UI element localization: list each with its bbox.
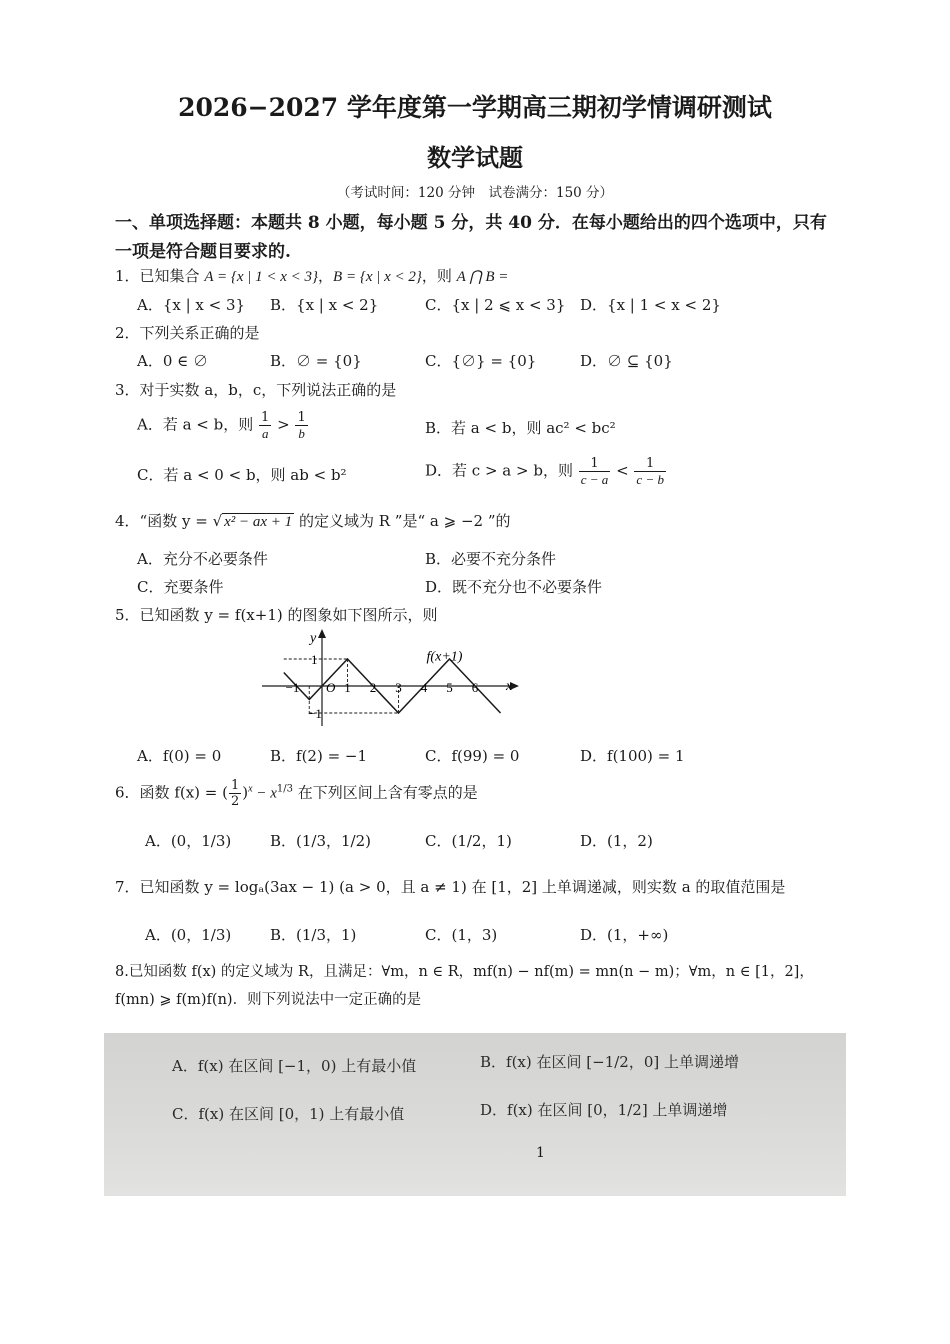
q5-graph <box>258 626 520 730</box>
sqrt-symbol: √ <box>212 512 223 530</box>
fraction: $\frac{1}{2}$ <box>231 778 240 809</box>
q6-option-c: C．(1/2，1) <box>425 832 512 850</box>
q5-option-d: D．f(100) = 1 <box>580 747 685 765</box>
q8-stem-line1: 8.已知函数 f(x) 的定义域为 R，且满足：∀m，n ∈ R，mf(n) − nf(m) = mn(n − m)；∀m，n ∈ [1，2]， <box>115 964 814 980</box>
q1-stem: 1．已知集合 A = {x | 1 < x < 3}，B = {x | x < 2}，则 A ⋂ B = <box>115 267 509 285</box>
q8-option-c: C．f(x) 在区间 [0，1) 上有最小值 <box>172 1105 405 1123</box>
fraction: $\frac{1}{b}$ <box>297 410 306 441</box>
y-tick-label: −1 <box>308 706 322 721</box>
exam-subtitle: 数学试题 <box>427 143 523 172</box>
q4-option-b: B．必要不充分条件 <box>425 550 557 568</box>
q8-option-a: A．f(x) 在区间 [−1，0) 上有最小值 <box>172 1057 417 1075</box>
q7-number: 7． <box>115 878 140 896</box>
x-tick-label: 1 <box>344 680 351 695</box>
q7-option-c: C．(1，3) <box>425 926 498 944</box>
q4-stem: 4．“函数 y = √ x² − ax + 1 的定义域为 R ”是“ a ⩾ −2 ”的 <box>115 512 511 530</box>
q3-number: 3． <box>115 381 140 399</box>
q7-option-d: D．(1，+∞) <box>580 926 669 944</box>
q2-number: 2． <box>115 324 140 342</box>
curve-label: f(x+1) <box>426 649 463 665</box>
q6-option-a: A．(0，1/3) <box>145 832 232 850</box>
x-tick-label: 4 <box>420 680 428 695</box>
q4-option-a: A．充分不必要条件 <box>137 550 268 568</box>
photographed-section <box>104 1033 846 1196</box>
q4-option-d: D．既不充分也不必要条件 <box>425 578 603 596</box>
q1-option-b: B．{x | x < 2} <box>270 296 379 314</box>
exam-info: （考试时间：120 分钟 试卷满分：150 分） <box>336 185 614 201</box>
q3-stem: 3．对于实数 a，b，c，下列说法正确的是 <box>115 381 397 399</box>
q1-option-c: C．{x | 2 ⩽ x < 3} <box>425 296 566 314</box>
q4-option-c: C．充要条件 <box>137 578 224 596</box>
page-number: 1 <box>536 1145 545 1161</box>
graph-axes <box>262 629 519 726</box>
q8-stem-line2: f(mn) ⩾ f(m)f(n)．则下列说法中一定正确的是 <box>115 992 422 1008</box>
q6-option-b: B．(1/3，1/2) <box>270 832 372 850</box>
q4-number: 4． <box>115 512 140 530</box>
fraction: $\frac{1}{c - a}$ <box>580 456 609 487</box>
q1-option-d: D．{x | 1 < x < 2} <box>580 296 721 314</box>
q2-stem: 2．下列关系正确的是 <box>115 324 260 342</box>
q8-option-b: B．f(x) 在区间 [−1/2，0] 上单调递增 <box>480 1053 740 1071</box>
x-tick-label: 2 <box>369 680 377 695</box>
q1-option-a: A．{x | x < 3} <box>137 296 246 314</box>
q8-option-d: D．f(x) 在区间 [0，1/2] 上单调递增 <box>480 1101 728 1119</box>
q3-option-c: C．若 a < 0 < b，则 ab < b² <box>137 466 347 484</box>
q6-option-d: D．(1，2) <box>580 832 653 850</box>
fraction: $\frac{1}{a}$ <box>261 410 270 441</box>
y-axis-label: y <box>310 631 317 646</box>
q6-stem: 6．函数 f(x) = ( $\frac{1}{2}$ )$^x - x^{1/3}$ 在下列区间上含有零点的是 <box>115 778 478 809</box>
exam-title: 2026−2027 学年度第一学期高三期初学情调研测试 <box>178 93 772 122</box>
q6-number: 6． <box>115 783 140 802</box>
q3-option-a: A．若 a < b，则 $\frac{1}{a}$ > $\frac{1}{b}$ <box>137 410 306 441</box>
q5-stem: 5．已知函数 y = f(x+1) 的图象如下图所示，则 <box>115 606 438 624</box>
q5-number: 5． <box>115 606 140 624</box>
q8-number: 8. <box>115 964 129 980</box>
q2-option-c: C．{∅} = {0} <box>425 352 537 370</box>
q3-option-b: B．若 a < b，则 ac² < bc² <box>425 419 616 437</box>
q1-number: 1． <box>115 267 140 285</box>
q3-option-d: D．若 c > a > b，则 $\frac{1}{c - a}$ < $\frac{1}{c - b}$ <box>425 456 664 487</box>
x-tick-label: 6 <box>471 680 479 695</box>
q2-option-a: A．0 ∈ ∅ <box>137 352 209 370</box>
x-tick-label: 5 <box>446 680 453 695</box>
x-axis-label: x <box>506 679 513 694</box>
section-heading-line2: 一项是符合题目要求的. <box>115 242 291 262</box>
q7-option-a: A．(0，1/3) <box>145 926 232 944</box>
q2-option-d: D．∅ ⊆ {0} <box>580 352 673 370</box>
section-heading-line1: 一、单项选择题：本题共 8 小题，每小题 5 分，共 40 分．在每小题给出的四个选项中，只有 <box>115 213 827 233</box>
x-tick-label: 3 <box>395 680 402 695</box>
fraction: $\frac{1}{c - b}$ <box>636 456 664 487</box>
q5-option-b: B．f(2) = −1 <box>270 747 368 765</box>
y-axis-arrow <box>318 629 326 638</box>
q7-stem: 7．已知函数 y = logₐ(3ax − 1) (a > 0，且 a ≠ 1) 在 [1，2] 上单调递减，则实数 a 的取值范围是 <box>115 878 786 896</box>
q2-option-b: B．∅ = {0} <box>270 352 362 370</box>
q7-option-b: B．(1/3，1) <box>270 926 357 944</box>
y-tick-label: 1 <box>311 652 318 667</box>
q5-option-c: C．f(99) = 0 <box>425 747 520 765</box>
origin-label: O <box>326 680 336 695</box>
q5-option-a: A．f(0) = 0 <box>137 747 222 765</box>
x-tick-label: −1 <box>285 680 300 695</box>
radicand: x² − ax + 1 <box>224 514 293 530</box>
